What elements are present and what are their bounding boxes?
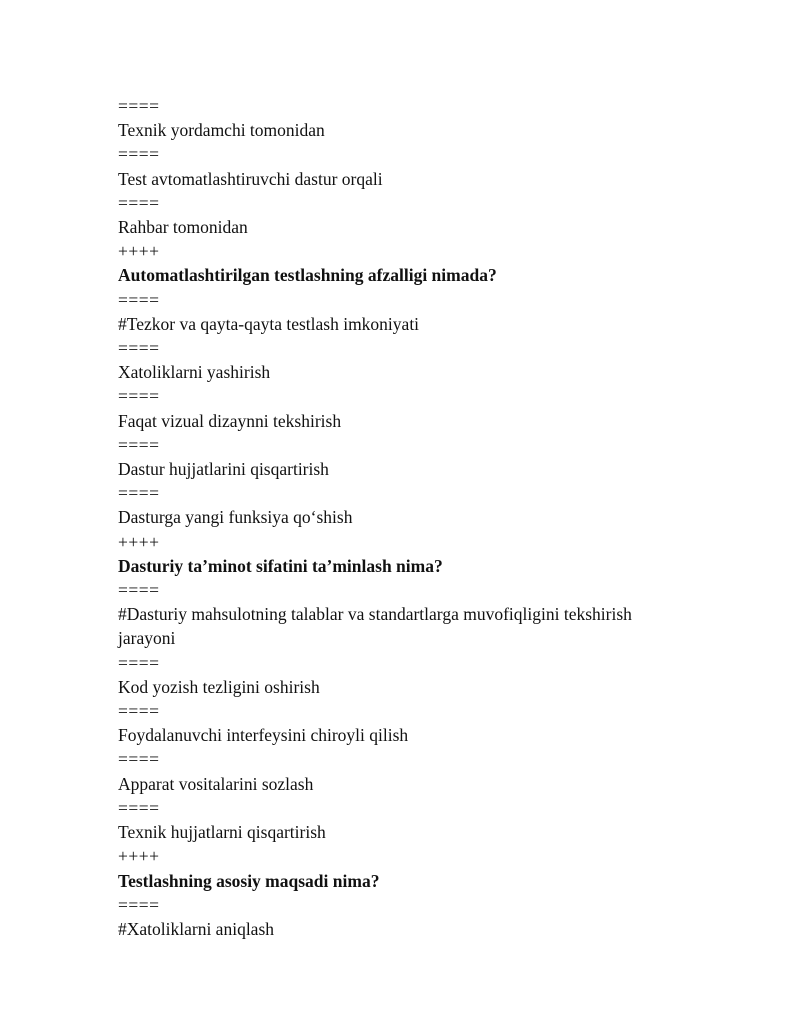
correct-answer-option: #Tezkor va qayta-qayta testlash imkoniyati: [118, 313, 420, 334]
answer-option: Texnik yordamchi tomonidan: [118, 120, 325, 141]
answer-option: Foydalanuvchi interfeysini chiroyli qilish: [118, 725, 409, 746]
question-text: Testlashning asosiy maqsadi nima?: [118, 870, 380, 891]
separator: ====: [118, 386, 160, 407]
separator: ====: [118, 749, 160, 770]
separator: ====: [118, 652, 160, 673]
answer-option: Test avtomatlashtiruvchi dastur orqali: [118, 168, 383, 189]
separator: ====: [118, 701, 160, 722]
separator: ====: [118, 96, 160, 116]
question-separator: ++++: [118, 241, 160, 262]
separator: ====: [118, 797, 160, 818]
document-body: [118, 94, 698, 941]
separator: ====: [118, 192, 160, 213]
separator: ====: [118, 483, 160, 504]
question-text: Dasturiy ta’minot sifatini ta’minlash nima?: [118, 555, 443, 576]
answer-option: Dasturga yangi funksiya qo‘shish: [118, 507, 353, 528]
separator: ====: [118, 434, 160, 455]
answer-option: Texnik hujjatlarni qisqartirish: [118, 822, 326, 843]
correct-answer-option-continued: jarayoni: [118, 628, 176, 649]
question-separator: ++++: [118, 846, 160, 867]
correct-answer-option: #Dasturiy mahsulotning talablar va standartlarga muvofiqligini tekshirish: [118, 604, 632, 625]
question-text: Automatlashtirilgan testlashning afzalligi nimada?: [118, 265, 497, 286]
separator: ====: [118, 338, 160, 359]
answer-option: Faqat vizual dizaynni tekshirish: [118, 410, 342, 431]
answer-option: Xatoliklarni yashirish: [118, 362, 271, 383]
answer-option: Rahbar tomonidan: [118, 217, 248, 238]
question-separator: ++++: [118, 531, 160, 552]
separator: ====: [118, 580, 160, 601]
correct-answer-option: #Xatoliklarni aniqlash: [118, 918, 275, 939]
separator: ====: [118, 289, 160, 310]
answer-option: Dastur hujjatlarini qisqartirish: [118, 459, 329, 480]
answer-option: Apparat vositalarini sozlash: [118, 773, 314, 794]
answer-option: Kod yozish tezligini oshirish: [118, 676, 320, 697]
separator: ====: [118, 894, 160, 915]
separator: ====: [118, 144, 160, 165]
